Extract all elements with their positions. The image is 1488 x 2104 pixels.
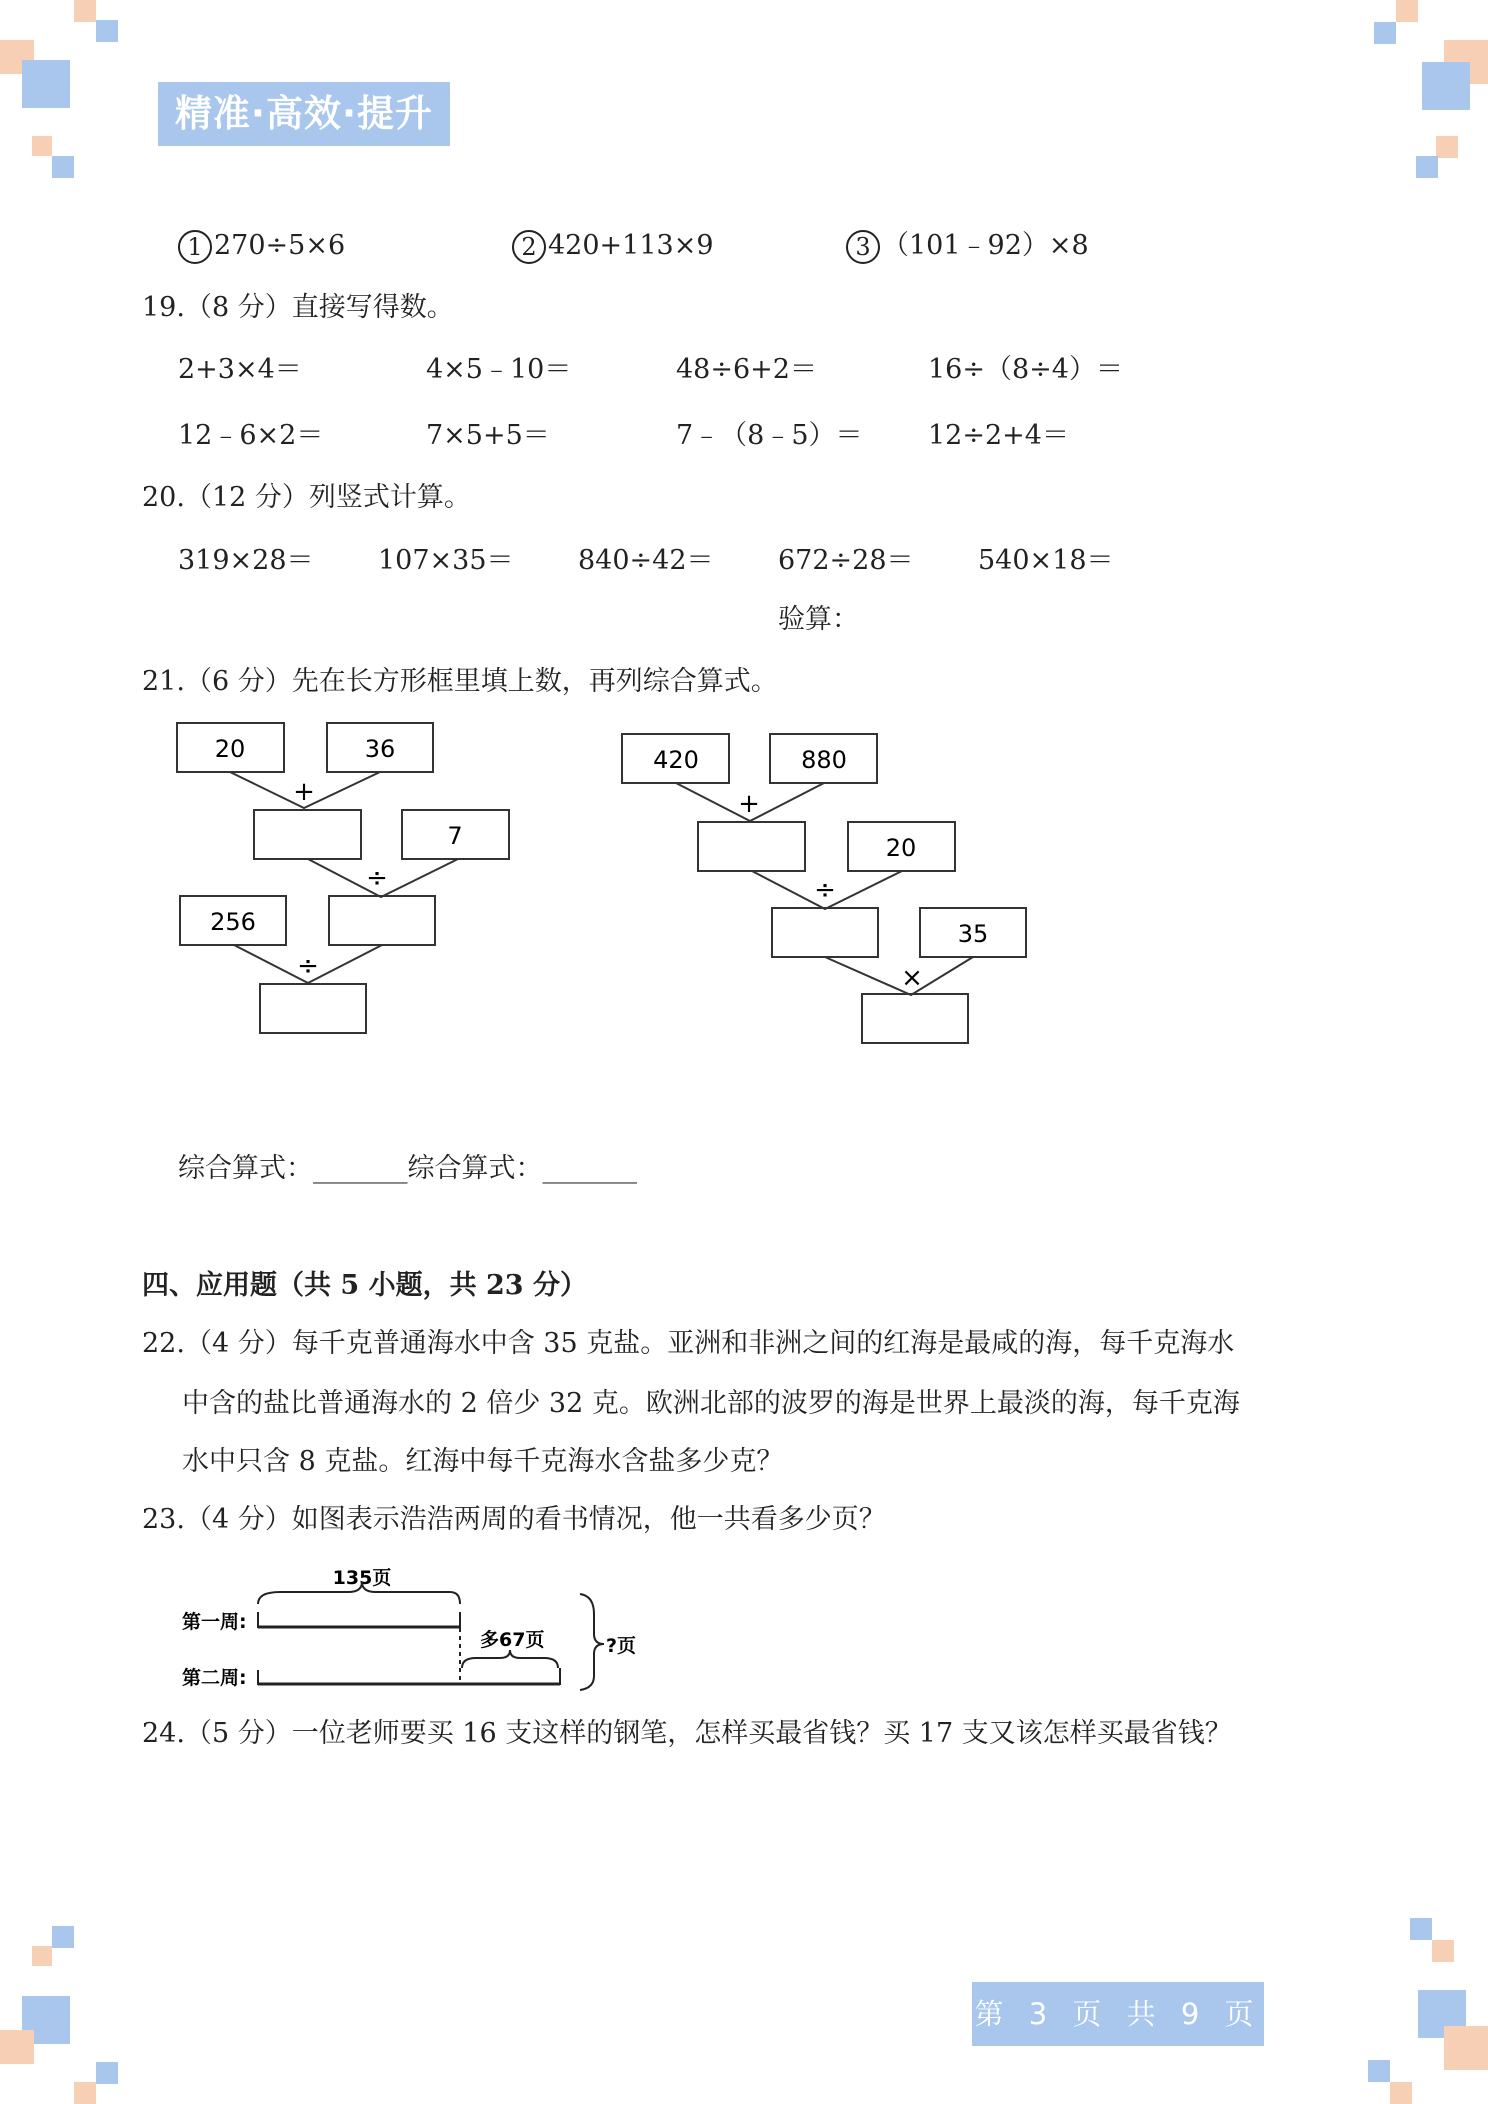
q18-item-3 xyxy=(846,228,1089,264)
brand-banner: 精准·高效·提升 xyxy=(158,82,450,146)
tree2-box-a: 420 xyxy=(653,746,699,774)
q19-expression: 16÷（8÷4）＝ xyxy=(928,354,1123,385)
tree1-op-3: ÷ xyxy=(297,951,319,981)
q21-answer-line: 综合算式：_______综合算式：_______ xyxy=(178,1153,637,1184)
tree2-op-2: ÷ xyxy=(814,875,836,905)
page-number-footer: 第 3 页 共 9 页 xyxy=(972,1982,1264,2046)
tree2-box-c: 20 xyxy=(885,834,917,862)
q20-check-label: 验算： xyxy=(778,604,859,635)
q23-title: 23.（4 分）如图表示浩浩两周的看书情况，他一共看多少页？ xyxy=(142,1504,886,1535)
tree1-box-b: 36 xyxy=(364,735,396,763)
q19-title: 19.（8 分）直接写得数。 xyxy=(142,292,454,323)
q22-line-2: 中含的盐比普通海水的 2 倍少 32 克。欧洲北部的波罗的海是世界上最淡的海，每千克海 xyxy=(182,1388,1240,1419)
q18-expression: （101﹣92）×8 xyxy=(882,230,1089,261)
diagram-label-135: 135页 xyxy=(332,1567,392,1589)
q19-expression: 12÷2+4＝ xyxy=(928,420,1069,451)
q21-tree-diagram-1 xyxy=(170,714,520,1038)
q18-expression: 420+113×9 xyxy=(548,230,714,261)
q19-expression: 7×5+5＝ xyxy=(426,420,550,451)
diagram-week2-label: 第二周: xyxy=(182,1667,247,1689)
tree1-box-c: 7 xyxy=(447,822,463,850)
q20-expression: 107×35＝ xyxy=(378,545,514,576)
q18-item-1 xyxy=(178,228,345,264)
tree2-op-3: × xyxy=(901,963,923,993)
circled-number: 1 xyxy=(178,230,212,264)
q22-line-1: 22.（4 分）每千克普通海水中含 35 克盐。亚洲和非洲之间的红海是最咸的海，每千克海水 xyxy=(142,1328,1235,1359)
q20-expression: 672÷28＝ xyxy=(778,545,914,576)
tree2-op-1: + xyxy=(738,789,760,819)
q20-expression: 840÷42＝ xyxy=(578,545,714,576)
tree1-op-2: ÷ xyxy=(366,863,388,893)
q19-expression: 48÷6+2＝ xyxy=(676,354,817,385)
circled-number: 2 xyxy=(512,230,546,264)
tree1-box-d: 256 xyxy=(210,908,256,936)
q21-tree-diagram-2 xyxy=(616,726,1036,1050)
q20-expression: 540×18＝ xyxy=(978,545,1114,576)
tree1-op-1: + xyxy=(293,777,315,807)
section-heading: 四、应用题（共 5 小题，共 23 分） xyxy=(142,1270,587,1301)
tree2-box-d: 35 xyxy=(957,920,989,948)
q19-expression: 12﹣6×2＝ xyxy=(178,420,324,451)
circled-number: 3 xyxy=(846,230,880,264)
q19-expression: 7﹣（8﹣5）＝ xyxy=(676,420,863,451)
q22-line-3: 水中只含 8 克盐。红海中每千克海水含盐多少克？ xyxy=(182,1446,784,1477)
q24-title: 24.（5 分）一位老师要买 16 支这样的钢笔，怎样买最省钱？买 17 支又该怎样买最省钱？ xyxy=(142,1718,1232,1749)
q18-expression: 270÷5×6 xyxy=(214,230,346,261)
tree1-box-a: 20 xyxy=(214,735,246,763)
q19-expression: 2+3×4＝ xyxy=(178,354,302,385)
q21-title: 21.（6 分）先在长方形框里填上数，再列综合算式。 xyxy=(142,666,778,697)
diagram-label-more: 多67页 xyxy=(480,1629,545,1651)
tree2-box-b: 880 xyxy=(801,746,847,774)
q18-item-2 xyxy=(512,228,714,264)
q20-title: 20.（12 分）列竖式计算。 xyxy=(142,482,471,513)
q19-expression: 4×5﹣10＝ xyxy=(426,354,572,385)
diagram-week1-label: 第一周: xyxy=(182,1611,247,1633)
q20-expression: 319×28＝ xyxy=(178,545,314,576)
q23-line-diagram xyxy=(180,1554,640,1694)
diagram-label-total: ?页 xyxy=(606,1635,637,1657)
